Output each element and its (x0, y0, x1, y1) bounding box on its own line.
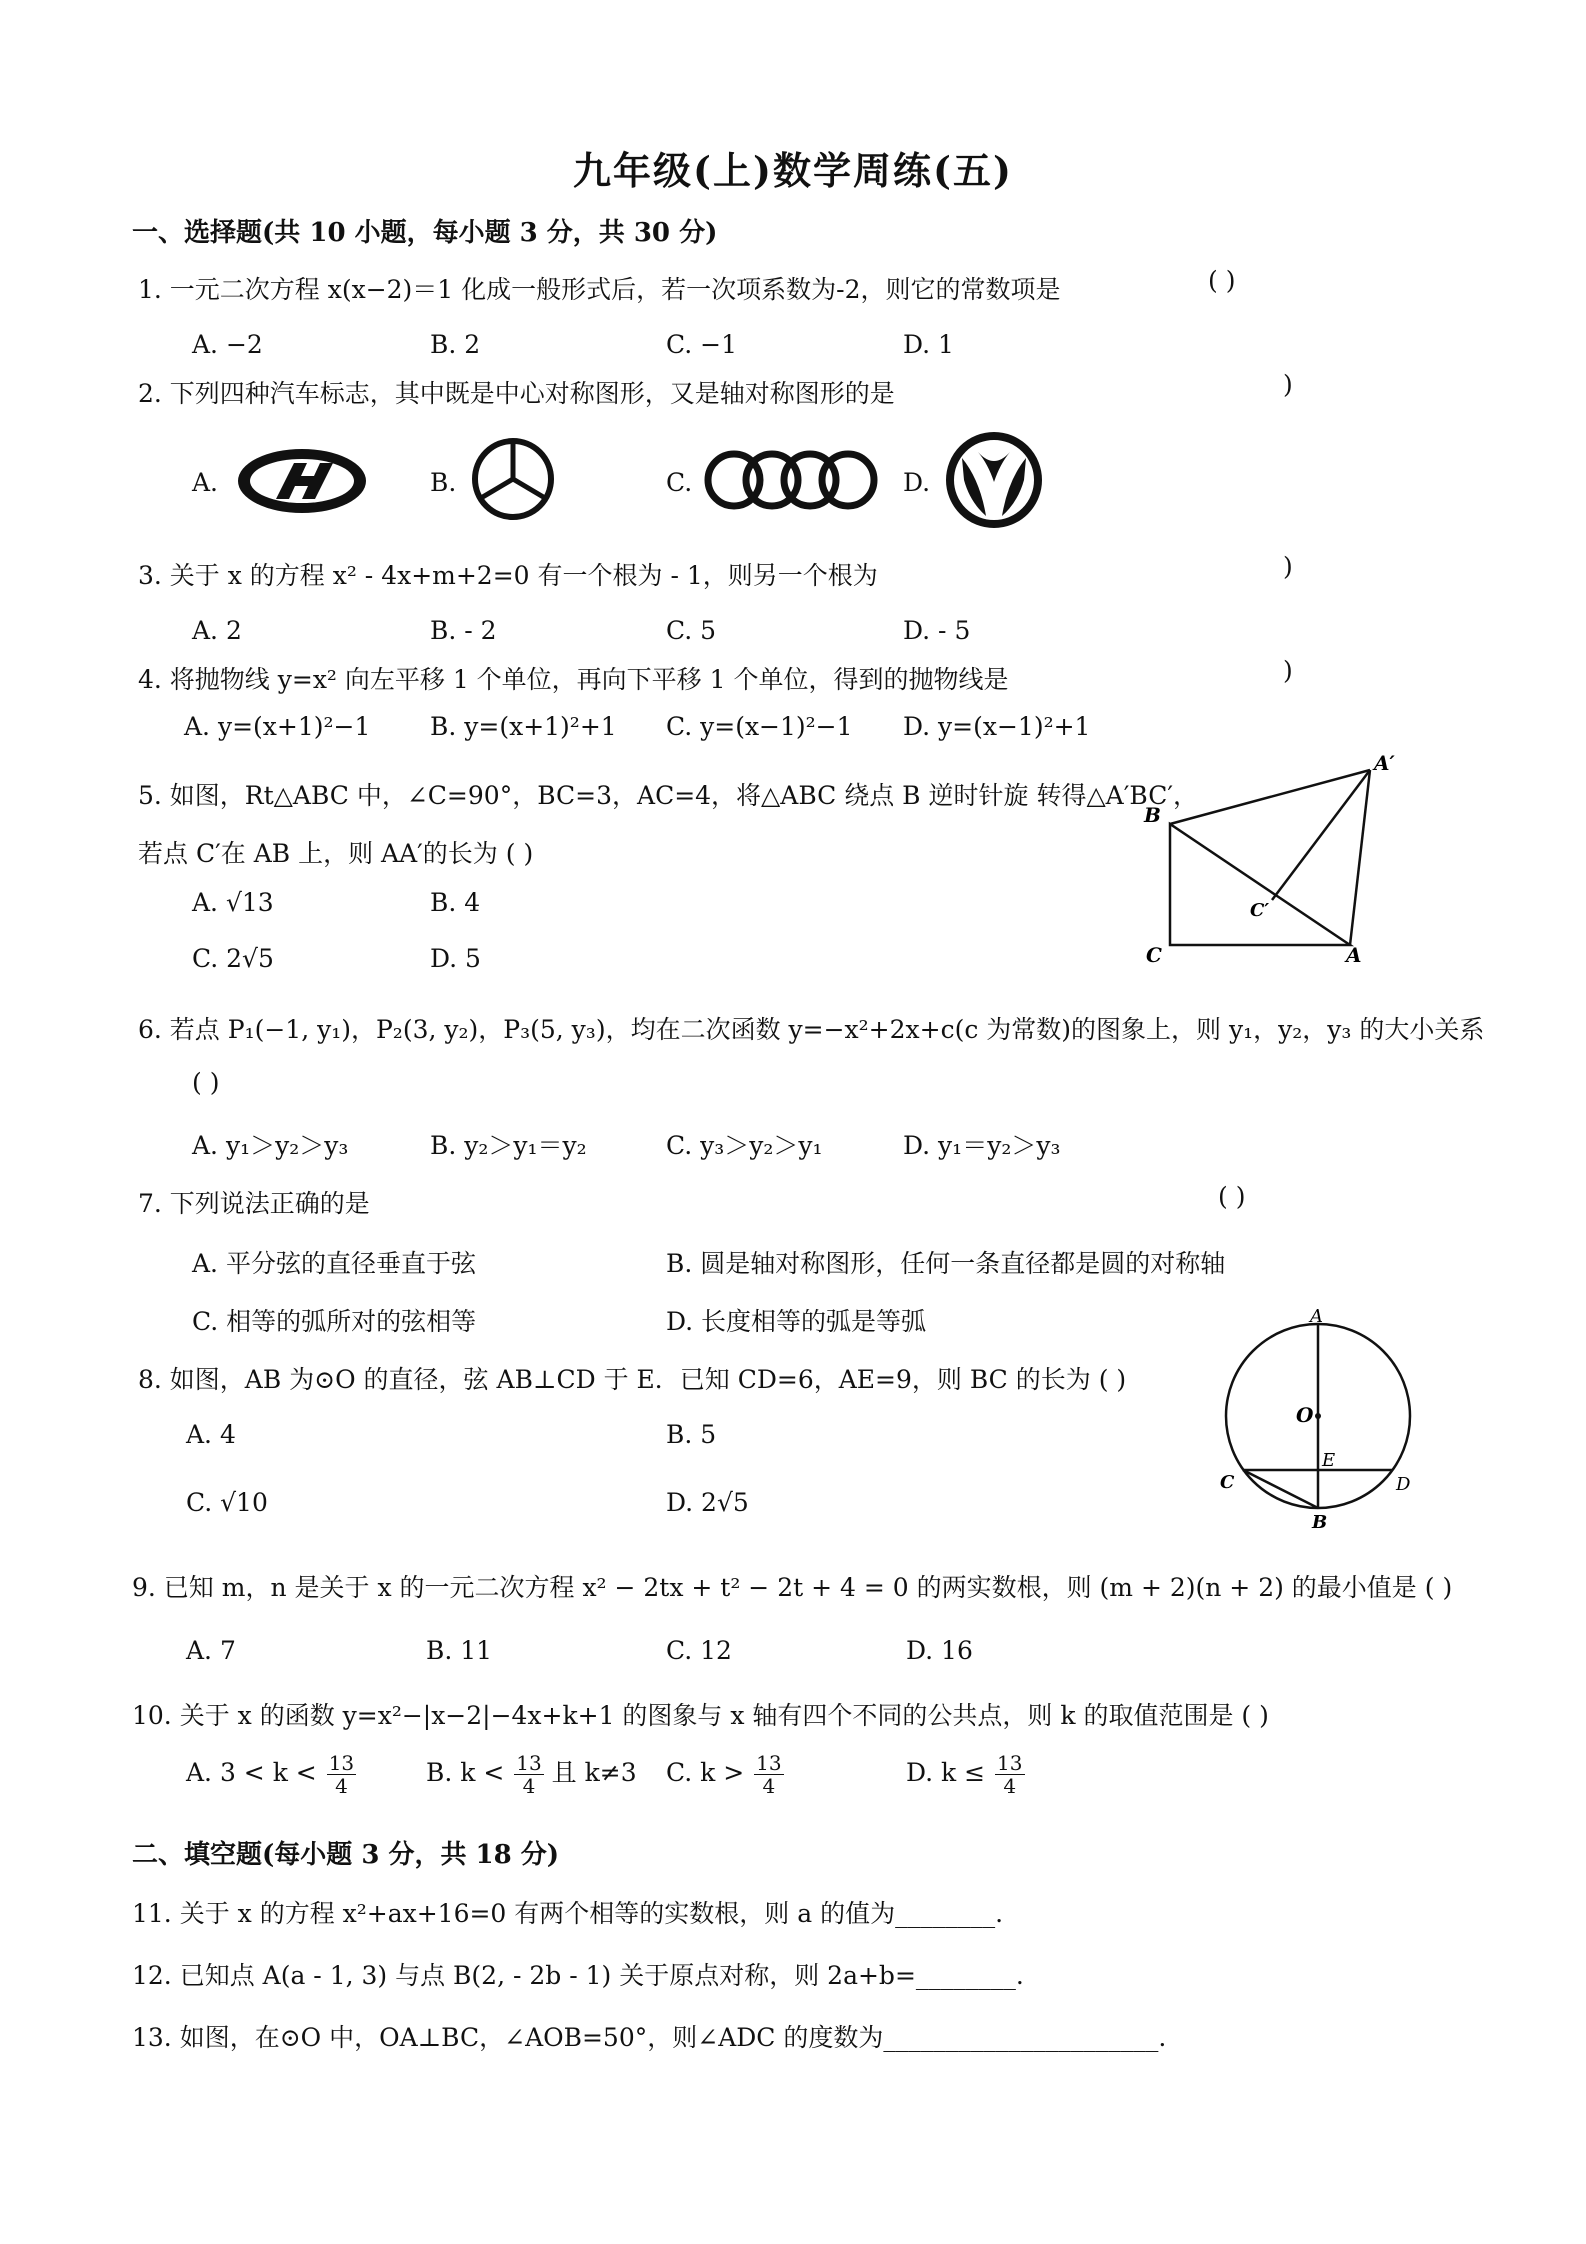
section-fill-blank-heading: 二、填空题(每小题 3 分，共 18 分) (132, 1840, 560, 1870)
figure-label-d: D (1396, 1474, 1411, 1495)
rotated-triangle-figure (1138, 730, 1428, 970)
question-8-option-b: B. 5 (666, 1420, 717, 1449)
question-3-option-d: D. - 5 (903, 616, 971, 645)
question-10-option-b (426, 1752, 637, 1797)
question-10-option-a (186, 1752, 356, 1797)
question-2-label-d: D. (903, 468, 931, 497)
question-10-option-d (906, 1752, 1025, 1797)
question-7-option-b: B. 圆是轴对称图形，任何一条直径都是圆的对称轴 (666, 1249, 1226, 1278)
question-6-option-c: C. y₃＞y₂＞y₁ (666, 1131, 823, 1160)
figure-label-c: C (1146, 943, 1162, 967)
figure-label-c-prime: C′ (1250, 900, 1270, 921)
fraction-13-over-4 (995, 1752, 1024, 1797)
question-2-stem: 2. 下列四种汽车标志，其中既是中心对称图形，又是轴对称图形的是 (138, 379, 895, 408)
fraction-numerator: 13 (756, 1751, 782, 1775)
fraction-13-over-4 (754, 1752, 783, 1797)
question-1-answer-paren: ( ) (1208, 266, 1236, 295)
question-4-option-b: B. y=(x+1)²+1 (430, 712, 617, 741)
figure-label-b: B (1144, 803, 1161, 827)
center-point-o (1315, 1413, 1321, 1419)
segment-cb (1243, 1470, 1318, 1508)
segment-a-prime-c-prime (1272, 770, 1370, 900)
question-10-option-d-text: D. k ≤ (906, 1758, 986, 1787)
question-6-answer-paren: ( ) (192, 1068, 220, 1097)
question-1-option-c: C. −1 (666, 330, 737, 359)
figure-label-e: E (1322, 1450, 1336, 1471)
figure-label-a: A (1346, 943, 1362, 967)
question-2-label-c: C. (666, 468, 693, 497)
question-3-stem: 3. 关于 x 的方程 x² - 4x+m+2=0 有一个根为 - 1，则另一个根为 (138, 561, 878, 590)
question-4-option-a: A. y=(x+1)²−1 (184, 712, 371, 741)
question-6-stem: 6. 若点 P₁(−1, y₁)，P₂(3, y₂)，P₃(5, y₃)，均在二次函数 y=−x²+2x+c(c 为常数)的图象上，则 y₁，y₂，y₃ 的大小关系 (138, 1015, 1485, 1044)
question-5-stem: 5. 如图，Rt△ABC 中，∠C=90°，BC=3，AC=4，将△ABC 绕点 B 逆时针旋 转得△A′BC′， (138, 781, 1199, 810)
figure-label-c: C (1220, 1472, 1235, 1493)
question-4-option-c: C. y=(x−1)²−1 (666, 712, 853, 741)
fraction-13-over-4 (327, 1752, 356, 1797)
segment-a-prime-a (1350, 770, 1370, 945)
question-4-stem: 4. 将抛物线 y=x² 向左平移 1 个单位，再向下平移 1 个单位，得到的抛物线是 (138, 665, 1009, 694)
question-7-option-c: C. 相等的弧所对的弦相等 (192, 1307, 477, 1336)
question-8-option-c: C. √10 (186, 1488, 268, 1517)
question-3-option-b: B. - 2 (430, 616, 497, 645)
question-5-option-a: A. √13 (192, 888, 274, 917)
question-5-stem-line-2: 若点 C′在 AB 上，则 AA′的长为 ( ) (138, 839, 534, 868)
audi-logo-image (700, 445, 880, 515)
question-2-answer-paren: ) (1283, 370, 1293, 399)
question-9-option-b: B. 11 (426, 1636, 493, 1665)
circle-chord-figure (1218, 1304, 1418, 1534)
question-9-option-c: C. 12 (666, 1636, 732, 1665)
fraction-denominator: 4 (1003, 1774, 1017, 1798)
question-2-label-a: A. (192, 468, 219, 497)
question-11-stem: 11. 关于 x 的方程 x²+ax+16=0 有两个相等的实数根，则 a 的值为________. (132, 1899, 1004, 1928)
fraction-denominator: 4 (762, 1774, 776, 1798)
mercedes-logo-image (468, 434, 558, 524)
question-6-option-b: B. y₂＞y₁＝y₂ (430, 1131, 587, 1160)
question-3-option-a: A. 2 (192, 616, 242, 645)
fraction-numerator: 13 (516, 1751, 542, 1775)
question-6-option-d: D. y₁＝y₂＞y₃ (903, 1131, 1061, 1160)
section-choice-heading: 一、选择题(共 10 小题，每小题 3 分，共 30 分) (132, 218, 718, 248)
question-3-answer-paren: ) (1283, 552, 1293, 581)
question-7-stem: 7. 下列说法正确的是 (138, 1189, 370, 1218)
question-1-option-a: A. −2 (192, 330, 263, 359)
question-7-option-a: A. 平分弦的直径垂直于弦 (192, 1249, 476, 1278)
question-5-option-d: D. 5 (430, 944, 481, 973)
hyundai-logo-image (232, 443, 372, 519)
question-9-option-d: D. 16 (906, 1636, 973, 1665)
question-6-option-a: A. y₁＞y₂＞y₃ (192, 1131, 349, 1160)
question-13-stem: 13. 如图，在⊙O 中，OA⊥BC，∠AOB=50°，则∠ADC 的度数为______________________. (132, 2023, 1167, 2052)
fraction-numerator: 13 (997, 1751, 1023, 1775)
question-8-option-d: D. 2√5 (666, 1488, 749, 1517)
dongfeng-logo-image (940, 430, 1048, 530)
question-10-option-b-text: B. k < (426, 1758, 505, 1787)
fraction-numerator: 13 (328, 1751, 355, 1775)
question-1-option-d: D. 1 (903, 330, 954, 359)
question-7-option-d: D. 长度相等的弧是等弧 (666, 1307, 927, 1336)
question-9-stem: 9. 已知 m，n 是关于 x 的一元二次方程 x² − 2tx + t² − 2t + 4 = 0 的两实数根，则 (m + 2)(n + 2) 的最小值是 ( ) (132, 1573, 1453, 1602)
fraction-denominator: 4 (522, 1774, 536, 1798)
question-5-option-b: B. 4 (430, 888, 481, 917)
question-9-option-a: A. 7 (186, 1636, 236, 1665)
question-7-answer-paren: ( ) (1218, 1182, 1246, 1211)
figure-label-a-prime: A′ (1374, 751, 1395, 775)
question-10-stem: 10. 关于 x 的函数 y=x²−|x−2|−4x+k+1 的图象与 x 轴有四个不同的公共点，则 k 的取值范围是 ( ) (132, 1701, 1269, 1730)
page-title: 九年级(上)数学周练(五) (573, 148, 1013, 193)
question-1-option-b: B. 2 (430, 330, 481, 359)
question-4-option-d: D. y=(x−1)²+1 (903, 712, 1091, 741)
question-2-label-b: B. (430, 468, 457, 497)
figure-label-b: B (1312, 1512, 1328, 1533)
question-10-option-b-suffix: 且 k≠3 (551, 1758, 637, 1787)
fraction-13-over-4 (514, 1752, 543, 1797)
question-10-option-c (666, 1752, 784, 1797)
triangle-abc (1170, 824, 1350, 945)
figure-label-o: O (1296, 1403, 1314, 1427)
segment-ba-prime (1170, 770, 1370, 824)
question-12-stem: 12. 已知点 A(a - 1, 3) 与点 B(2, - 2b - 1) 关于原点对称，则 2a+b=________. (132, 1961, 1024, 1990)
question-4-answer-paren: ) (1283, 656, 1293, 685)
question-10-option-a-text: A. 3 < k < (186, 1758, 317, 1787)
question-8-stem: 8. 如图，AB 为⊙O 的直径，弦 AB⊥CD 于 E．已知 CD=6，AE=9，则 BC 的长为 ( ) (138, 1365, 1127, 1394)
question-1-stem: 1. 一元二次方程 x(x−2)＝1 化成一般形式后，若一次项系数为-2，则它的常数项是 (138, 275, 1061, 304)
question-8-option-a: A. 4 (186, 1420, 236, 1449)
figure-label-a: A (1310, 1306, 1323, 1327)
question-3-option-c: C. 5 (666, 616, 717, 645)
question-10-option-c-text: C. k > (666, 1758, 745, 1787)
question-5-option-c: C. 2√5 (192, 944, 274, 973)
fraction-denominator: 4 (335, 1774, 348, 1798)
